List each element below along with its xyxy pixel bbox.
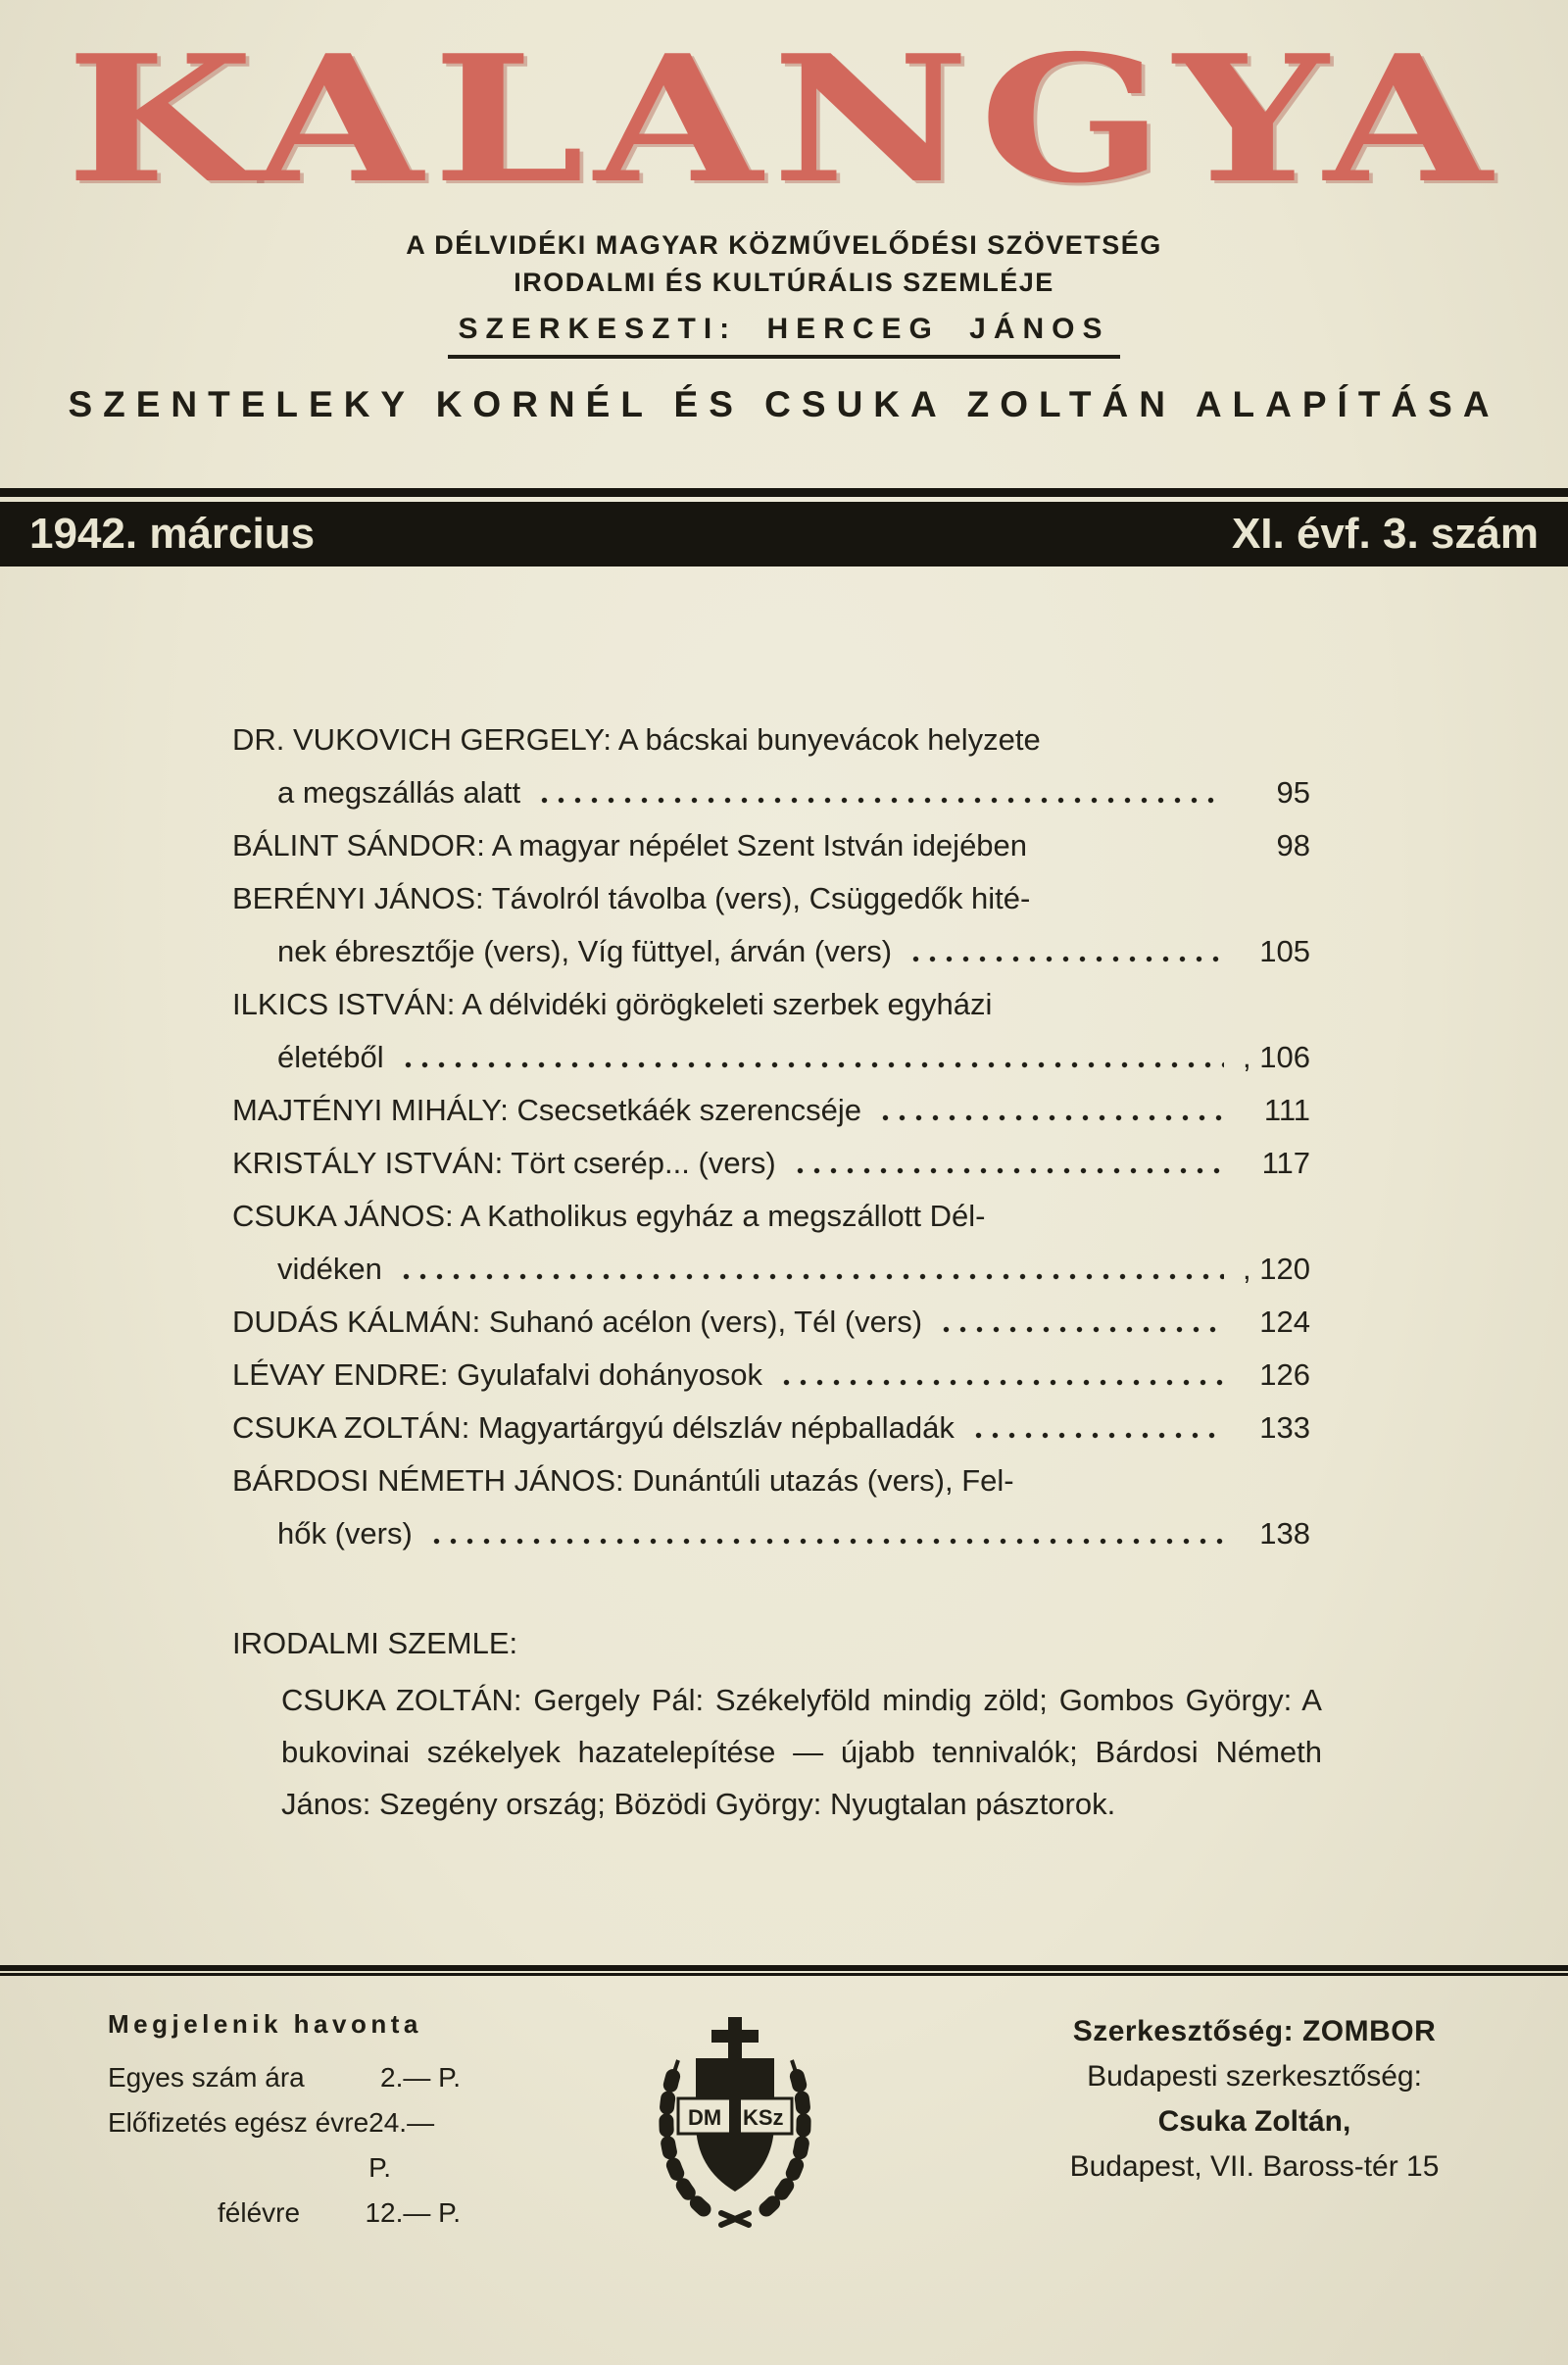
toc-entry xyxy=(232,1349,1310,1402)
title-wrap xyxy=(0,17,1568,222)
leader-dots xyxy=(792,1165,1224,1174)
toc-page-number: 95 xyxy=(1276,775,1310,810)
toc-entry xyxy=(232,714,1310,819)
toc-entry-text: KRISTÁLY ISTVÁN: Tört cserép... (vers) xyxy=(232,1146,776,1180)
issue-volume-number: XI. évf. 3. szám xyxy=(1231,510,1539,558)
toc-page-number: , 120 xyxy=(1243,1252,1310,1286)
leader-dots xyxy=(1043,848,1224,857)
top-rule xyxy=(0,488,1568,497)
dmksz-emblem xyxy=(627,2003,843,2234)
emblem-graphic xyxy=(627,2003,843,2229)
price-row xyxy=(108,2191,461,2236)
toc-page-number: 126 xyxy=(1259,1357,1310,1392)
review-section-heading: IRODALMI SZEMLE: xyxy=(232,1626,518,1660)
toc-page-number: 124 xyxy=(1259,1305,1310,1339)
price-value: 24.— P. xyxy=(368,2107,435,2183)
cross-icon xyxy=(711,2017,759,2064)
footer xyxy=(0,1976,1568,2236)
toc-page-number: 105 xyxy=(1259,934,1310,968)
leader-dots xyxy=(907,954,1224,962)
toc-entry-text: MAJTÉNYI MIHÁLY: Csecsetkáék szerencséje xyxy=(232,1093,862,1127)
price-label: félévre xyxy=(218,2197,301,2228)
toc-entry-text: DUDÁS KÁLMÁN: Suhanó acélon (vers), Tél (vers) xyxy=(232,1305,923,1339)
table-of-contents xyxy=(232,714,1310,1560)
budapest-editor-name: Csuka Zoltán, xyxy=(1157,2105,1351,2138)
toc-entry xyxy=(232,1296,1310,1349)
toc-entry-text: BÁRDOSI NÉMETH JÁNOS: Dunántúli utazás (vers), Fel- xyxy=(232,1463,1014,1498)
toc-entry-text: DR. VUKOVICH GERGELY: A bácskai bunyevácok helyzete xyxy=(232,722,1041,757)
toc-page-number: 111 xyxy=(1263,1093,1310,1127)
toc-entry-text: CSUKA JÁNOS: A Katholikus egyház a megszállott Dél- xyxy=(232,1199,986,1233)
toc-entry xyxy=(232,872,1310,978)
editor-line: SZERKESZTI: HERCEG JÁNOS xyxy=(448,313,1119,359)
toc-entry xyxy=(232,1137,1310,1190)
issue-date: 1942. március xyxy=(29,510,316,558)
price-label: Előfizetés egész évre xyxy=(108,2107,369,2138)
masthead xyxy=(0,0,1568,427)
toc-entry-text: ILKICS ISTVÁN: A délvidéki görögkeleti szerbek egyházi xyxy=(232,987,993,1021)
leader-dots xyxy=(398,1271,1224,1280)
leader-dots xyxy=(536,795,1224,804)
organization-line-1: A DÉLVIDÉKI MAGYAR KÖZMŰVELŐDÉSI SZÖVETSÉG xyxy=(406,230,1162,260)
toc-entry xyxy=(232,1454,1310,1560)
price-label: Egyes szám ára xyxy=(108,2062,305,2093)
toc-entry-text: nek ébresztője (vers), Víg füttyel, árván (vers) xyxy=(277,934,893,968)
toc-entry-text: BÁLINT SÁNDOR: A magyar népélet Szent István idejében xyxy=(232,828,1028,862)
frequency-line: Megjelenik havonta xyxy=(108,2009,422,2039)
page-title: KALANGYA xyxy=(66,17,1502,222)
leader-dots xyxy=(938,1324,1224,1333)
price-value: 12.— P. xyxy=(365,2197,461,2228)
emblem-letters-right: KSz xyxy=(743,2105,784,2130)
toc-entry xyxy=(232,978,1310,1084)
leader-dots xyxy=(778,1377,1224,1386)
leader-dots xyxy=(970,1430,1224,1439)
toc-page-number: 133 xyxy=(1259,1410,1310,1445)
leader-dots xyxy=(428,1536,1224,1545)
emblem-letters-left: DM xyxy=(688,2105,722,2130)
footer-pricing xyxy=(108,2009,461,2236)
budapest-office-label: Budapesti szerkesztőség: xyxy=(1087,2060,1422,2093)
toc-entry xyxy=(232,1402,1310,1454)
toc-entry-text: a megszállás alatt xyxy=(277,775,521,810)
leader-dots xyxy=(400,1059,1224,1068)
leader-dots xyxy=(877,1112,1224,1121)
toc-entry-text: hők (vers) xyxy=(277,1516,413,1551)
toc-entry-text: LÉVAY ENDRE: Gyulafalvi dohányosok xyxy=(232,1357,763,1392)
toc-entry-text: életéből xyxy=(277,1040,384,1074)
footer-rule xyxy=(0,1965,1568,1976)
toc-entry xyxy=(232,1084,1310,1137)
founders-line: SZENTELEKY KORNÉL ÉS CSUKA ZOLTÁN ALAPÍTÁSA xyxy=(68,384,1500,424)
price-row xyxy=(108,2055,461,2100)
toc-page-number: , 106 xyxy=(1243,1040,1310,1074)
issue-bar xyxy=(0,502,1568,567)
price-value: 2.— P. xyxy=(380,2062,461,2093)
toc-page-number: 98 xyxy=(1276,828,1310,862)
review-section-body: CSUKA ZOLTÁN: Gergely Pál: Székelyföld mindig zöld; Gombos György: A bukovinai székelyek hazatelepítése — újabb tennivalók; Bárdosi Németh János: Szegény ország; Bözödi György: Nyugtalan pásztorok. xyxy=(281,1683,1322,1821)
toc-entry-text: CSUKA ZOLTÁN: Magyartárgyú délszláv népballadák xyxy=(232,1410,955,1445)
price-row xyxy=(108,2100,461,2191)
toc-entry-text: vidéken xyxy=(277,1252,382,1286)
toc-entry xyxy=(232,819,1310,872)
toc-entry-text: BERÉNYI JÁNOS: Távolról távolba (vers), Csüggedők hité- xyxy=(232,881,1031,915)
organization-line-2: IRODALMI ÉS KULTÚRÁLIS SZEMLÉJE xyxy=(514,268,1054,297)
toc-page-number: 117 xyxy=(1261,1146,1310,1180)
footer-editorial xyxy=(1009,2009,1499,2190)
budapest-address: Budapest, VII. Baross-tér 15 xyxy=(1069,2150,1440,2183)
editorial-office-line: Szerkesztőség: ZOMBOR xyxy=(1072,2015,1437,2047)
toc-entry xyxy=(232,1190,1310,1296)
toc-page-number: 138 xyxy=(1259,1516,1310,1551)
